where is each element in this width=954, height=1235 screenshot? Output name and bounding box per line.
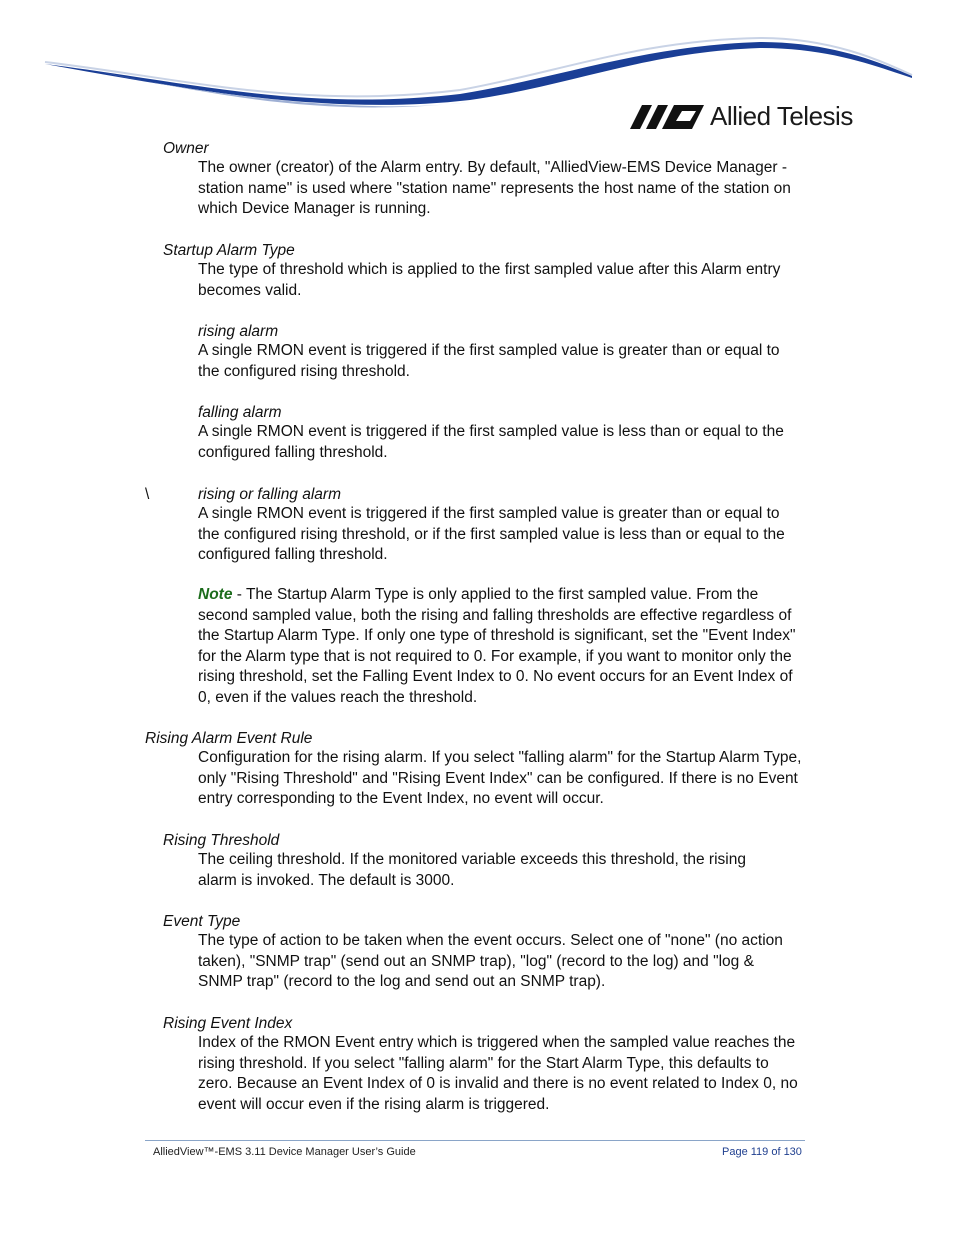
paragraph-falling-alarm: A single RMON event is triggered if the first sampled value is less than or equal to the configured falling threshold. [198,423,784,461]
heading-event-type: Event Type [163,913,241,930]
paragraph-rising-alarm-event-rule: Configuration for the rising alarm. If you select "falling alarm" for the Startup Alarm Type, only "Rising Threshold" and "Rising Event Index" can be configured. If there is no Event entry corresponding to the Event Index, no event will occur. [198,749,802,807]
note-label: Note [198,586,233,603]
heading-startup-alarm-type: Startup Alarm Type [163,242,295,259]
paragraph-rising-or-falling-alarm: A single RMON event is triggered if the first sampled value is greater than or equal to the configured rising threshold, or if the first sampled value is less than or equal to the configured falling threshold. [198,505,785,563]
heading-rising-event-index: Rising Event Index [163,1015,293,1032]
paragraph-rising-threshold: The ceiling threshold. If the monitored variable exceeds this threshold, the rising alarm is invoked. The default is 3000. [198,851,746,889]
stray-backslash-marker: \ [145,486,150,503]
footer-document-title: AlliedView™-EMS 3.11 Device Manager User’s Guide [153,1146,416,1158]
paragraph-owner: The owner (creator) of the Alarm entry. By default, "AlliedView-EMS Device Manager - station name" is used where "station name" represents the host name of the station on which Device Manager is running. [198,159,791,217]
paragraph-rising-event-index: Index of the RMON Event entry which is triggered when the sampled value reaches the rising threshold. If you select "falling alarm" for the Start Alarm Type, this defaults to zero. Because an Event Index of 0 is invalid and there is no event related to Index 0, no event will occur even if the rising alarm is triggered. [198,1034,798,1113]
footer-divider [145,1140,805,1141]
paragraph-event-type: The type of action to be taken when the event occurs. Select one of "none" (no action taken), "SNMP trap" (send out an SNMP trap), "log" (record to the log) and "log & SNMP trap" (record to the log and send out an SNMP trap). [198,932,783,990]
heading-rising-or-falling-alarm: rising or falling alarm [198,486,341,503]
brand-logo [630,100,853,132]
heading-rising-threshold: Rising Threshold [163,832,280,849]
heading-rising-alarm: rising alarm [198,323,279,340]
heading-owner: Owner [163,140,209,157]
note-paragraph [198,585,803,708]
allied-telesis-logo-icon [630,101,704,131]
logo-text: Allied Telesis [710,100,853,131]
paragraph-startup-alarm-type: The type of threshold which is applied to the first sampled value after this Alarm entry becomes valid. [198,261,781,299]
heading-rising-alarm-event-rule: Rising Alarm Event Rule [145,730,313,747]
paragraph-rising-alarm: A single RMON event is triggered if the first sampled value is greater than or equal to the configured rising threshold. [198,342,780,380]
footer-page-number: Page 119 of 130 [722,1146,802,1158]
note-text: - The Startup Alarm Type is only applied to the first sampled value. From the second sampled value, both the rising and falling thresholds are effective regardless of the Startup Alarm Type. If only one type of threshold is significant, set the "Event Index" for the Alarm type that is not required to 0. For example, if you want to monitor only the rising threshold, set the Falling Event Index to 0. No event occurs for an Event Index of 0, even if the values reach the threshold. [198,586,796,706]
heading-falling-alarm: falling alarm [198,404,282,421]
